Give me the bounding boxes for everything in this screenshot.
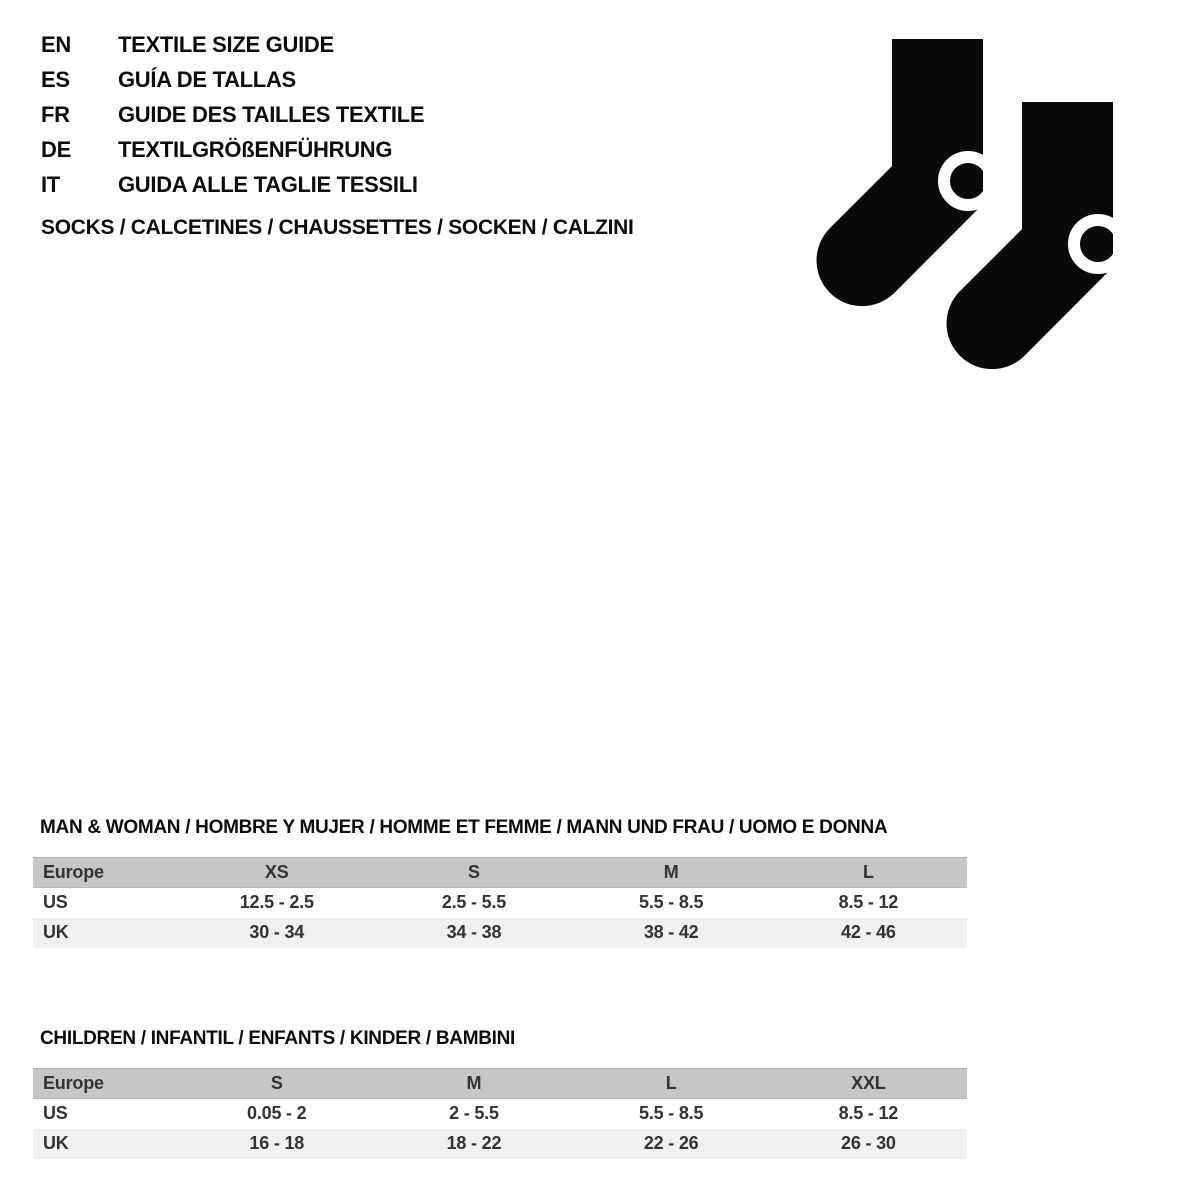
- column-header-size: S: [468, 862, 480, 882]
- column-header-size: S: [270, 1073, 283, 1093]
- language-row-en: [41, 27, 424, 62]
- language-row-de: [41, 132, 424, 167]
- size-value: 38 - 42: [643, 922, 699, 942]
- language-row-it: [41, 167, 424, 202]
- language-code: IT: [41, 171, 60, 197]
- size-value: 2 - 5.5: [449, 1103, 499, 1124]
- row-label: UK: [43, 1133, 69, 1153]
- size-value: 42 - 46: [841, 922, 896, 942]
- size-value: 30 - 34: [249, 922, 305, 942]
- language-row-es: [41, 62, 424, 97]
- table-header-row: [33, 858, 967, 888]
- size-value: 16 - 18: [249, 1133, 305, 1153]
- column-header-size: XS: [264, 862, 289, 882]
- language-code: DE: [41, 136, 71, 162]
- size-value: 18 - 22: [446, 1133, 502, 1153]
- size-value: 5.5 - 8.5: [639, 892, 704, 913]
- size-table-man-woman: [33, 857, 967, 948]
- language-code: FR: [41, 101, 70, 127]
- table-row-uk: [33, 1129, 967, 1159]
- size-value: 0.05 - 2: [247, 1103, 307, 1124]
- size-value: 5.5 - 8.5: [639, 1103, 704, 1124]
- column-header-size: L: [862, 862, 874, 882]
- language-row-fr: [41, 97, 424, 132]
- column-header-size: M: [466, 1073, 482, 1093]
- size-value: 34 - 38: [446, 922, 502, 942]
- row-label: UK: [43, 922, 69, 942]
- size-value: 8.5 - 12: [838, 1103, 899, 1124]
- column-header-region: Europe: [43, 1073, 104, 1093]
- row-label: US: [43, 892, 68, 913]
- row-label: US: [43, 1103, 68, 1124]
- column-header-size: XXL: [851, 1073, 886, 1093]
- table-title-man-woman: MAN & WOMAN / HOMBRE Y MUJER / HOMME ET FEMME / MANN UND FRAU / UOMO E DONNA: [40, 817, 888, 838]
- table-row-us: [33, 888, 967, 918]
- guide-title: GUIDA ALLE TAGLIE TESSILI: [118, 171, 418, 197]
- guide-title: GUIDE DES TAILLES TEXTILE: [118, 101, 425, 127]
- size-value: 2.5 - 5.5: [441, 892, 507, 913]
- size-table-children: [33, 1068, 967, 1159]
- guide-title: GUÍA DE TALLAS: [118, 66, 296, 92]
- table-header-row: [33, 1069, 967, 1099]
- size-value: 26 - 30: [841, 1133, 896, 1153]
- column-header-region: Europe: [43, 862, 104, 882]
- size-value: 8.5 - 12: [838, 892, 899, 913]
- guide-title: TEXTILGRÖßENFÜHRUNG: [118, 136, 393, 162]
- size-value: 12.5 - 2.5: [239, 892, 314, 913]
- column-header-size: L: [665, 1073, 677, 1093]
- column-header-size: M: [663, 862, 679, 882]
- size-value: 22 - 26: [643, 1133, 699, 1153]
- language-code: ES: [41, 66, 70, 92]
- socks-icon: [815, 25, 1135, 377]
- table-row-uk: [33, 918, 967, 948]
- table-title-children: CHILDREN / INFANTIL / ENFANTS / KINDER / BAMBINI: [40, 1028, 516, 1049]
- language-title-list: [41, 27, 424, 202]
- language-code: EN: [41, 31, 71, 57]
- guide-title: TEXTILE SIZE GUIDE: [118, 31, 334, 57]
- category-line: SOCKS / CALCETINES / CHAUSSETTES / SOCKEN / CALZINI: [41, 216, 634, 239]
- table-row-us: [33, 1099, 967, 1129]
